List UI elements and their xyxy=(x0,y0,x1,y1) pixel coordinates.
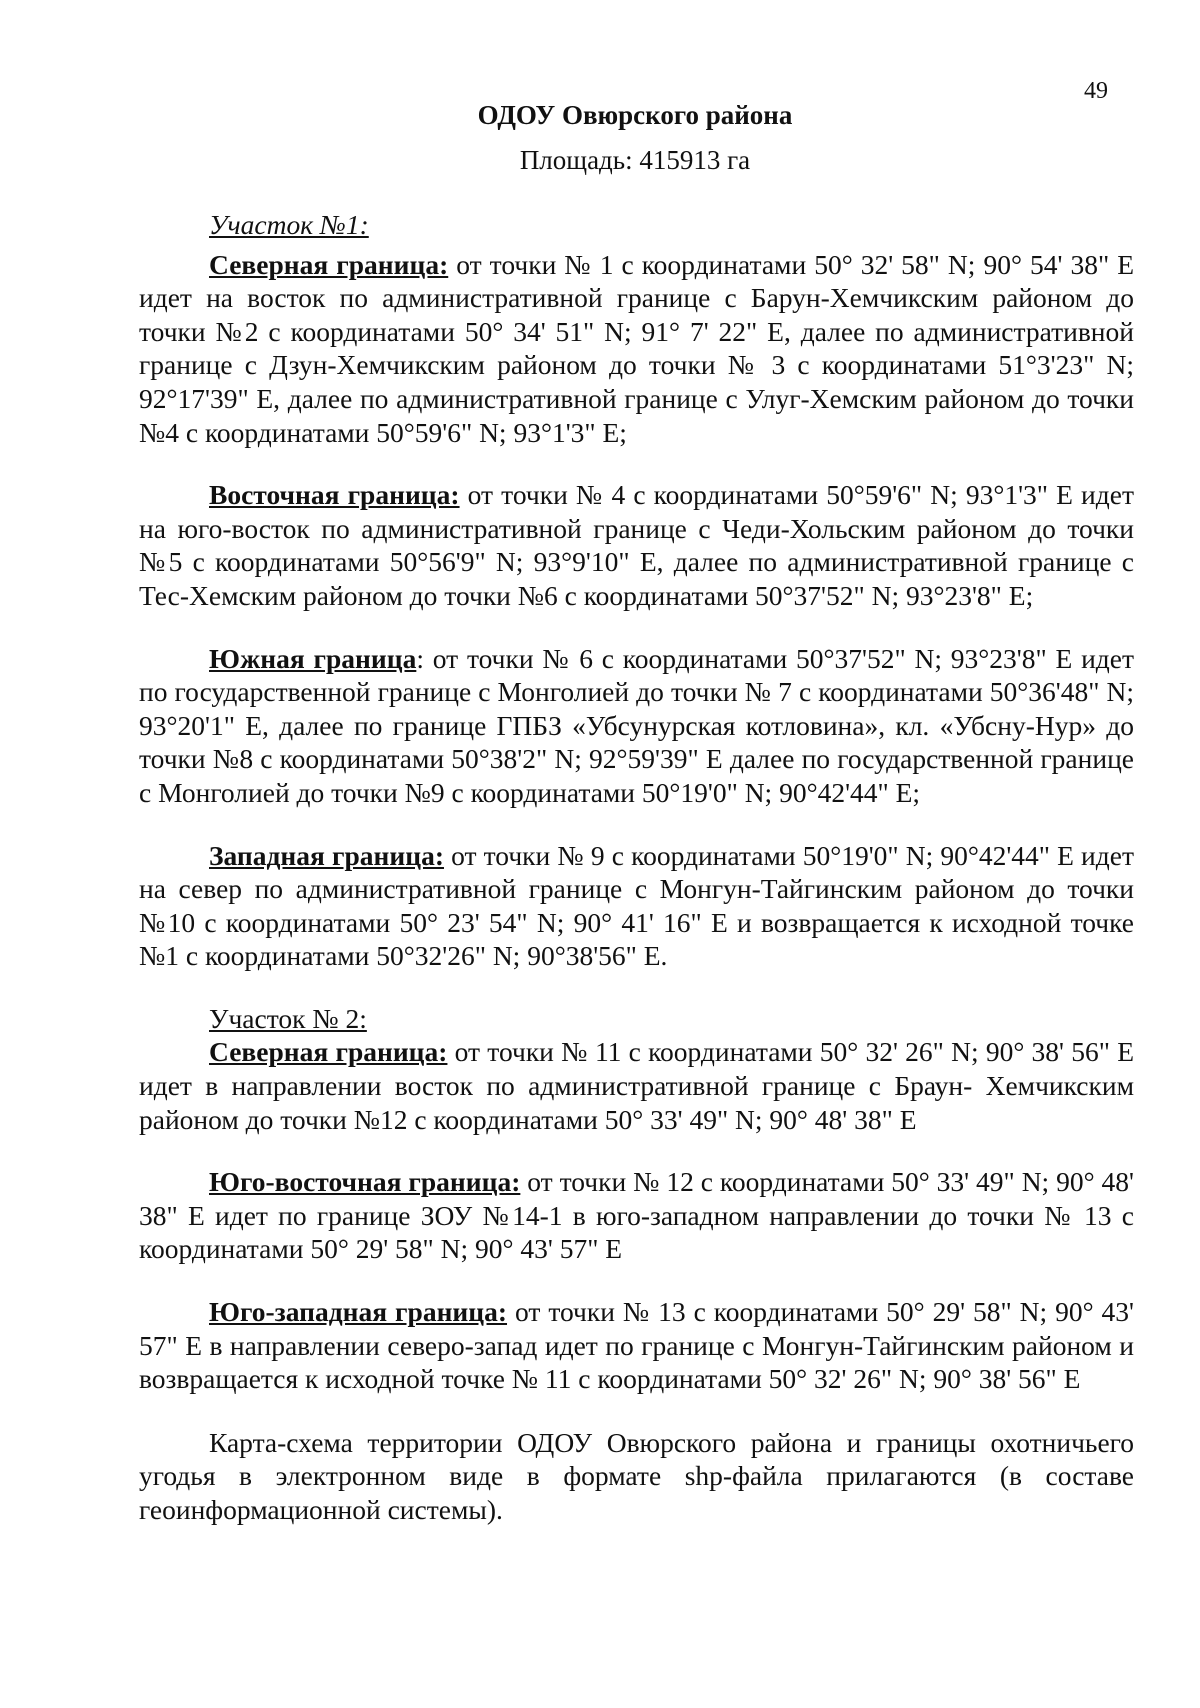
closing-paragraph: Карта-схема территории ОДОУ Овюрского района и границы охотничьего угодья в электронном виде в формате shp-файла прилагаются (в составе геоинформационной системы). xyxy=(139,1426,1134,1525)
boundary-text: от точки № 1 с координатами 50° 32' 58" N; 90° 54' 38" E идет на восток по административной границе с Барун-Хемчикским районом до точки №2 с координатами 50° 34' 51" N; 91° 7' 22" E, далее по административной границе с Дзун-Хемчикским районом до точки № 3 с координатами 51°3'23" N; 92°17'39" E, далее по административной границе с Улуг-Хемским районом до точки №4 с координатами 50°59'6" N; 93°1'3" E; xyxy=(139,248,1134,448)
document-title: ОДОУ Овюрского района xyxy=(477,100,793,130)
boundary-label: Северная граница: xyxy=(209,1036,448,1068)
document-body xyxy=(139,208,1134,1527)
boundary-label: Восточная граница: xyxy=(209,479,460,511)
plot-1-south-boundary xyxy=(139,642,1134,810)
boundary-label: Юго-восточная граница: xyxy=(209,1166,521,1198)
boundary-text: от точки № 12 с координатами 50° 33' 49" N; 90° 48' 38" E идет по границе ЗОУ №14-1 в юго-западном направлении до точки № 13 с координатами 50° 29' 58" N; 90° 43' 57" E xyxy=(139,1166,1134,1265)
plot-1-heading: Участок №1: xyxy=(209,209,369,240)
boundary-label: Южная граница xyxy=(209,642,417,674)
plot-1-north-boundary xyxy=(139,248,1134,450)
boundary-label: Северная граница: xyxy=(209,248,449,280)
plot-1-east-boundary xyxy=(139,478,1134,612)
plot-2-heading: Участок № 2: xyxy=(209,1002,367,1034)
boundary-text: от точки № 11 с координатами 50° 32' 26" N; 90° 38' 56" E идет в направлении восток по административной границе с Браун- Хемчикским районом до точки №12 с координатами 50° 33' 49" N; 90° 48' 38" E xyxy=(139,1036,1134,1135)
boundary-label: Юго-западная граница: xyxy=(209,1296,508,1328)
boundary-text: от точки № 4 с координатами 50°59'6" N; 93°1'3" E идет на юго-восток по административной границе с Чеди-Хольским районом до точки №5 с координатами 50°56'9" N; 93°9'10" E, далее по административной границе с Тес-Хемским районом до точки №6 с координатами 50°37'52" N; 93°23'8" E; xyxy=(139,479,1134,611)
boundary-label: Западная граница: xyxy=(209,839,444,871)
boundary-text: от точки № 9 с координатами 50°19'0" N; 90°42'44" E идет на север по административной границе с Монгун-Тайгинским районом до точки №10 с координатами 50° 23' 54" N; 90° 41' 16" E и возвращается к исходной точке №1 с координатами 50°32'26" N; 90°38'56" E. xyxy=(139,839,1134,972)
boundary-text: от точки № 13 с координатами 50° 29' 58" N; 90° 43' 57" E в направлении северо-запад идет по границе с Монгун-Тайгинским районом и возвращается к исходной точке № 11 с координатами 50° 32' 26" N; 90° 38' 56" E xyxy=(139,1296,1134,1395)
plot-2-north-boundary xyxy=(139,1035,1134,1136)
plot-1-west-boundary xyxy=(139,839,1134,973)
plot-2-southeast-boundary xyxy=(139,1165,1134,1266)
area-line: Площадь: 415913 га xyxy=(519,145,751,175)
plot-2-southwest-boundary xyxy=(139,1295,1134,1396)
boundary-text: : от точки № 6 с координатами 50°37'52" N; 93°23'8" E идет по государственной границе с Монголией до точки № 7 с координатами 50°36'48" N; 93°20'1" E, далее по границе ГПБЗ «Убсунурская котловина», кл. «Убсну-Нур» до точки №8 с координатами 50°38'2" N; 92°59'39" E далее по государственной границе с Монголией до точки №9 с координатами 50°19'0" N; 90°42'44" E; xyxy=(139,642,1134,808)
page-number: 49 xyxy=(1084,78,1108,104)
